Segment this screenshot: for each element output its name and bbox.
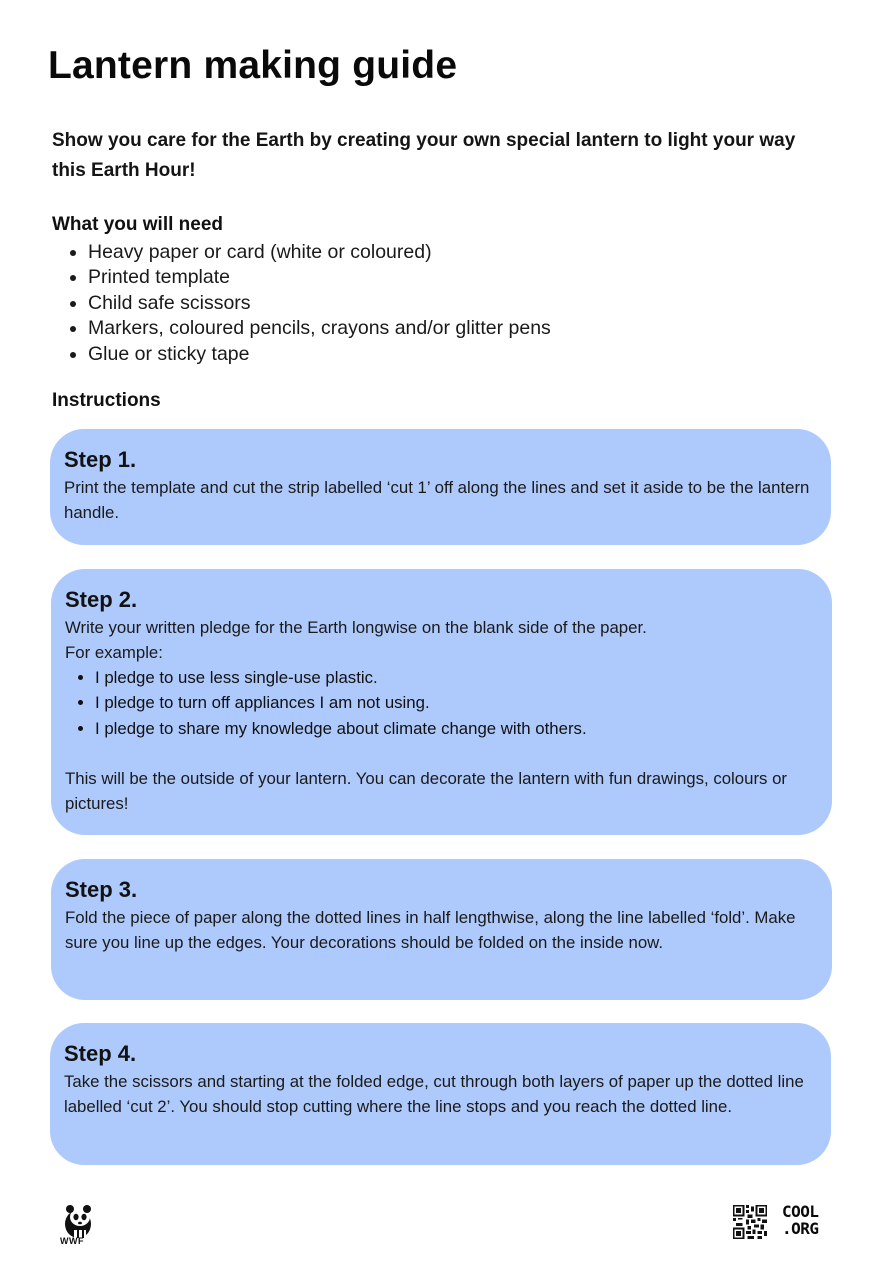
- step-text-example-lead: For example:: [65, 643, 163, 662]
- step-card-4: [50, 1023, 831, 1165]
- list-item: • I pledge to turn off appliances I am not using.: [95, 690, 818, 715]
- list-item: • Printed template: [88, 265, 551, 290]
- list-item: • Glue or sticky tape: [88, 342, 551, 367]
- pledge-examples-list: [65, 665, 818, 741]
- step-title: Step 1.: [64, 447, 137, 472]
- wwf-label: WWF: [60, 1236, 84, 1246]
- step-text: Fold the piece of paper along the dotted lines in half lengthwise, along the line labelled ‘fold’. Make sure you line up the edges. Your decorations should be folded on the inside now.: [65, 908, 796, 952]
- qr-code-icon: [733, 1205, 767, 1239]
- step-text: Write your written pledge for the Earth longwise on the blank side of the paper.: [65, 618, 647, 637]
- list-item: • I pledge to share my knowledge about climate change with others.: [95, 716, 818, 741]
- step-title: Step 2.: [65, 587, 138, 612]
- step-card-3: [51, 859, 832, 1000]
- intro-text: Show you care for the Earth by creating your own special lantern to light your way this Earth Hour!: [52, 130, 796, 181]
- instructions-heading: Instructions: [52, 390, 161, 411]
- cool-org-logo-line1: COOL: [782, 1202, 819, 1221]
- step-card-1: [50, 429, 831, 545]
- step-title: Step 4.: [64, 1041, 137, 1066]
- needs-heading: What you will need: [52, 214, 224, 235]
- list-item: • Markers, coloured pencils, crayons and/or glitter pens: [88, 316, 551, 341]
- list-item: • Child safe scissors: [88, 291, 551, 316]
- step-card-2: [51, 569, 832, 835]
- cool-org-logo: [782, 1203, 819, 1237]
- list-item: • I pledge to use less single-use plastic.: [95, 665, 818, 690]
- cool-org-logo-line2: .ORG: [782, 1219, 819, 1238]
- page-title: Lantern making guide: [48, 44, 458, 87]
- step-text: Take the scissors and starting at the folded edge, cut through both layers of paper up the dotted line labelled ‘cut 2’. You should stop cutting where the line stops and you reach the dotted line.: [64, 1072, 804, 1116]
- spacer: [65, 741, 818, 766]
- step-text: Print the template and cut the strip labelled ‘cut 1’ off along the lines and set it aside to be the lantern handle.: [64, 478, 810, 522]
- needs-list: [52, 240, 551, 367]
- list-item: • Heavy paper or card (white or coloured): [88, 240, 551, 265]
- step-title: Step 3.: [65, 877, 138, 902]
- step-closing-text: This will be the outside of your lantern. You can decorate the lantern with fun drawings, colours or pictures!: [65, 769, 788, 814]
